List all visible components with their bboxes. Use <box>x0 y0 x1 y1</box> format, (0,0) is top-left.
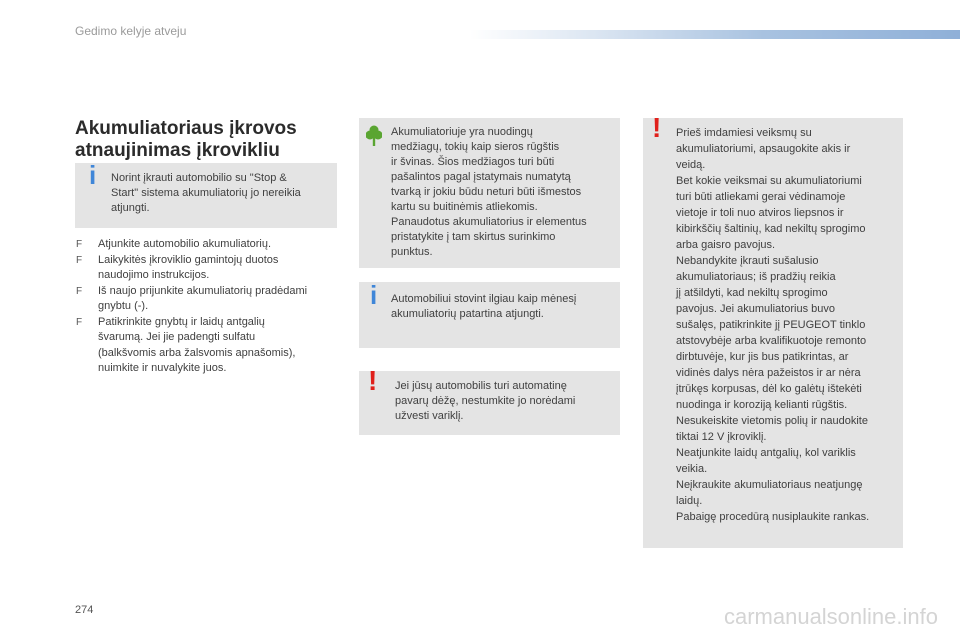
bullet-line: Atjunkite automobilio akumuliatorių. <box>98 238 272 250</box>
bullet-item <box>76 253 338 284</box>
header-bar <box>470 30 960 39</box>
warning-line: pavarų dėžę, nestumkite jo norėdami <box>395 395 576 407</box>
bullet-line: Patikrinkite gnybtų ir laidų antgalių <box>98 315 265 328</box>
warning-line: veidą. <box>676 159 706 171</box>
warning-line: akumuliatoriaus; iš pradžių reikia <box>676 271 836 283</box>
warning-line: sušalęs, patikrinkite jį PEUGEOT tinklo <box>676 319 866 331</box>
warning-line: užvesti variklį. <box>395 410 464 422</box>
info-icon: i <box>89 160 97 190</box>
bullet-line: Iš naujo prijunkite akumuliatorių pradėdami <box>98 284 308 297</box>
header-title: Gedimo kelyje atveju <box>75 24 187 38</box>
warning-line: Pabaigę procedūrą nusiplaukite rankas. <box>676 511 870 523</box>
warning-icon: ! <box>368 365 378 396</box>
eco-line: Akumuliatoriuje yra nuodingų <box>391 126 533 138</box>
warning-box <box>359 365 620 435</box>
bullet-line: nuimkite ir nuvalykite juos. <box>98 362 227 374</box>
eco-line: Panaudotus akumuliatorius ir elementus <box>391 216 587 228</box>
warning-line: Nesukeiskite vietomis polių ir naudokite <box>676 415 868 427</box>
warning-line: atstovybėje arba kvalifikuotoje remonto <box>676 335 867 347</box>
eco-line: tvarką ir jokiu būdu neturi būti išmestos <box>391 186 582 198</box>
warning-line: Prieš imdamiesi veiksmų su <box>676 127 812 139</box>
eco-line: kartu su buitinėmis atliekomis. <box>391 201 538 213</box>
info-box <box>75 160 337 228</box>
warning-line: dirbtuvėje, kur jis bus patikrintas, ar <box>676 351 849 363</box>
section-title-line: Akumuliatoriaus įkrovos <box>75 118 297 139</box>
bullet-item <box>76 284 338 315</box>
warning-line: veikia. <box>676 463 708 475</box>
warning-line: įtrūkęs korpusas, dėl ko galėtų ištekėti <box>676 383 862 395</box>
info-line: atjungti. <box>111 202 150 214</box>
warning-line: Nebandykite įkrauti sušalusio <box>676 255 819 267</box>
warning-line: vietoje ir toli nuo atviros liepsnos ir <box>676 207 844 219</box>
warning-line: kibirkščių šaltinių, kad nekiltų sprogimo <box>676 223 866 235</box>
bullet-marker-icon: F <box>76 239 83 250</box>
eco-line: punktus. <box>391 246 433 258</box>
eco-line: medžiagų, tokių kaip sieros rūgštis <box>391 141 560 153</box>
eco-line: pristatykite į tam skirtus surinkimo <box>391 231 556 243</box>
bullet-item <box>76 237 338 253</box>
tree-icon <box>366 125 382 147</box>
info-icon: i <box>370 280 378 310</box>
section-title-line: atnaujinimas įkrovikliu <box>75 140 280 161</box>
warning-box <box>643 112 903 548</box>
bullet-marker-icon: F <box>76 254 83 266</box>
warning-line: Neįkraukite akumuliatoriaus neatjungę <box>676 479 863 491</box>
warning-line: laidų. <box>676 495 703 507</box>
bullet-line: Laikykitės įkroviklio gamintojų duotos <box>98 253 279 266</box>
section-title <box>75 118 345 162</box>
info-box <box>359 282 620 348</box>
bullet-line: švarumą. Jei jie padengti sulfatu <box>98 331 256 343</box>
watermark: carmanualsonline.info <box>723 604 938 629</box>
eco-box <box>359 118 620 268</box>
warning-line: Neatjunkite laidų antgalių, kol variklis <box>676 447 856 459</box>
warning-line: jį atšildyti, kad nekiltų sprogimo <box>676 287 828 299</box>
bullet-line: naudojimo instrukcijos. <box>98 269 210 281</box>
info-line: Norint įkrauti automobilio su "Stop & <box>111 172 287 184</box>
warning-line: akumuliatoriumi, apsaugokite akis ir <box>676 143 851 155</box>
info-line: Start" sistema akumuliatorių jo nereikia <box>111 187 301 199</box>
info-line: akumuliatorių patartina atjungti. <box>391 308 544 320</box>
bullet-line: gnybtu (-). <box>98 300 149 312</box>
info-line: Automobiliui stovint ilgiau kaip mėnesį <box>391 293 577 305</box>
warning-line: Bet kokie veiksmai su akumuliatoriumi <box>676 175 862 187</box>
eco-line: ir švinas. Šios medžiagos turi būti <box>391 156 555 168</box>
warning-line: arba gaisro pavojus. <box>676 239 776 251</box>
warning-line: turi būti atliekami gerai vėdinamoje <box>676 191 846 203</box>
page-number: 274 <box>75 604 94 616</box>
bullet-list <box>76 237 338 377</box>
bullet-item <box>76 315 338 377</box>
bullet-line: (balkšvomis arba žalsvomis apnašomis), <box>98 346 296 359</box>
warning-line: nuodinga ir koroziją kelianti rūgštis. <box>676 399 848 411</box>
warning-line: pavojus. Jei akumuliatorius buvo <box>676 303 835 315</box>
warning-line: tiktai 12 V įkroviklį. <box>676 431 767 443</box>
bullet-marker-icon: F <box>76 316 83 328</box>
eco-line: pašalintos pagal įstatymais numatytą <box>391 171 571 183</box>
warning-line: vidinės dalys nėra pažeistos ir ar nėra <box>676 367 861 379</box>
warning-icon: ! <box>652 112 662 143</box>
warning-line: Jei jūsų automobilis turi automatinę <box>395 380 567 392</box>
bullet-marker-icon: F <box>76 285 83 297</box>
